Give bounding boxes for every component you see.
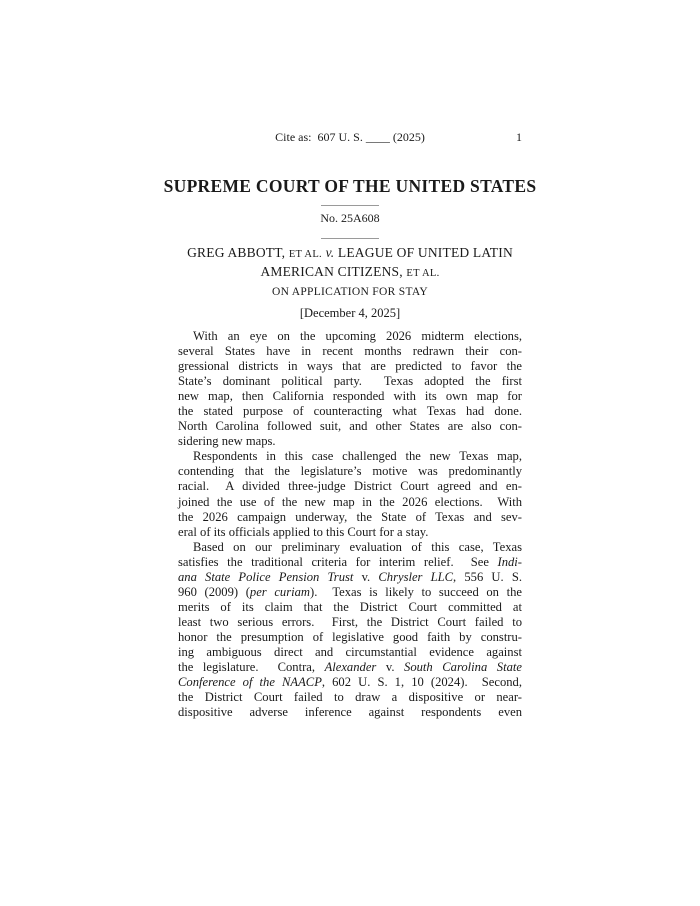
text-run: v. [376, 660, 405, 675]
body-line [178, 374, 522, 389]
text-run: North Carolina followed suit, and other States are also con- [178, 419, 522, 434]
text-run: contending that the legislature’s motive was predominantly [178, 464, 522, 479]
text-run: gressional districts in ways that are predicted to favor the [178, 359, 522, 374]
text-run: new map, then California responded with its own map for [178, 389, 522, 404]
text-run: several States have in recent months redrawn their con- [178, 344, 522, 359]
text-run: dispositive adverse inference against respondents even [178, 705, 522, 720]
date-line: [December 4, 2025] [299, 306, 401, 320]
body-line [178, 705, 522, 720]
paragraph [178, 540, 522, 721]
body-line [178, 479, 522, 494]
body-line [178, 404, 522, 419]
smallcaps-text: ET AL. [406, 267, 440, 279]
body-line [178, 690, 522, 705]
body-line [178, 570, 522, 585]
application-line: ON APPLICATION FOR STAY [271, 286, 429, 298]
italic-text: Chrysler LLC [378, 569, 454, 584]
caption-line [0, 264, 700, 283]
text-run: With an eye on the upcoming 2026 midterm elections, [193, 329, 522, 343]
text-run: Respondents in this case challenged the new Texas map, [193, 449, 522, 464]
divider-rule-top [321, 205, 379, 206]
text-run: the District Court failed to draw a dispositive or near- [178, 690, 522, 705]
case-caption [0, 245, 700, 282]
body-line [178, 389, 522, 404]
text-run: racial. A divided three-judge District Court agreed and en- [178, 479, 522, 494]
italic-text: Conference of the NAACP [178, 675, 322, 690]
body-line [178, 525, 522, 540]
text-run: LEAGUE OF UNITED LATIN [334, 245, 513, 260]
italic-text: Indi- [497, 554, 522, 569]
text-run: least two serious errors. First, the District Court failed to [178, 614, 522, 629]
body-line [178, 540, 522, 555]
body-line [178, 449, 522, 464]
italic-text: per curiam [249, 584, 310, 599]
paragraph [178, 329, 522, 449]
italic-text: South Carolina State [404, 660, 522, 675]
opinion-body [178, 329, 522, 720]
text-run: the 2026 campaign underway, the State of Texas and sev- [178, 509, 522, 524]
running-header [178, 130, 522, 144]
body-line [178, 675, 522, 690]
body-line [178, 419, 522, 434]
body-line [178, 585, 522, 600]
paragraph [178, 449, 522, 539]
body-line [178, 660, 522, 675]
body-line [178, 359, 522, 374]
body-line [178, 510, 522, 525]
text-run: ing ambiguous direct and circumstantial evidence against [178, 644, 522, 659]
docket-number: No. 25A608 [320, 211, 380, 225]
text-run: ). Texas is likely to succeed on the [310, 584, 522, 599]
body-line [178, 434, 522, 449]
italic-text: Alexander [324, 660, 377, 675]
text-run: GREG ABBOTT, [187, 245, 289, 260]
body-line [178, 645, 522, 660]
body-line [178, 615, 522, 630]
court-title: SUPREME COURT OF THE UNITED STATES [163, 176, 537, 196]
italic-text: v. [325, 245, 335, 260]
caption-line [0, 245, 700, 264]
italic-text: ana State Police Pension Trust [178, 569, 354, 584]
text-run: satisfies the traditional criteria for interim relief. See [178, 554, 498, 569]
text-run: , 556 U. S. [453, 569, 522, 584]
body-line [178, 600, 522, 615]
text-run: the legislature. Contra, [178, 660, 325, 675]
text-run: the stated purpose of counteracting what Texas had done. [178, 404, 522, 419]
text-run: , 602 U. S. 1, 10 (2024). Second, [321, 675, 523, 690]
text-run: 960 (2009) ( [178, 584, 250, 599]
cite-line: Cite as: 607 U. S. ____ (2025) [275, 130, 425, 144]
body-line [178, 555, 522, 570]
text-run: honor the presumption of legislative good faith by constru- [178, 629, 522, 644]
body-line [178, 464, 522, 479]
divider-rule-bottom [321, 238, 379, 239]
smallcaps-text: ET AL. [288, 249, 322, 260]
page-number: 1 [516, 130, 522, 144]
body-line [178, 344, 522, 359]
text-run: eral of its officials applied to this Court for a stay. [178, 524, 429, 539]
text-run: sidering new maps. [178, 434, 276, 449]
text-run: State’s dominant political party. Texas adopted the first [178, 374, 522, 389]
text-run: joined the use of the new map in the 2026 elections. With [178, 494, 522, 509]
body-line [178, 329, 522, 344]
text-run: Based on our preliminary evaluation of this case, Texas [193, 539, 522, 554]
text-run: v. [353, 569, 379, 584]
text-run: AMERICAN CITIZENS, [260, 263, 407, 279]
body-line [178, 495, 522, 510]
body-line [178, 630, 522, 645]
text-run: merits of its claim that the District Court committed at [178, 599, 522, 614]
